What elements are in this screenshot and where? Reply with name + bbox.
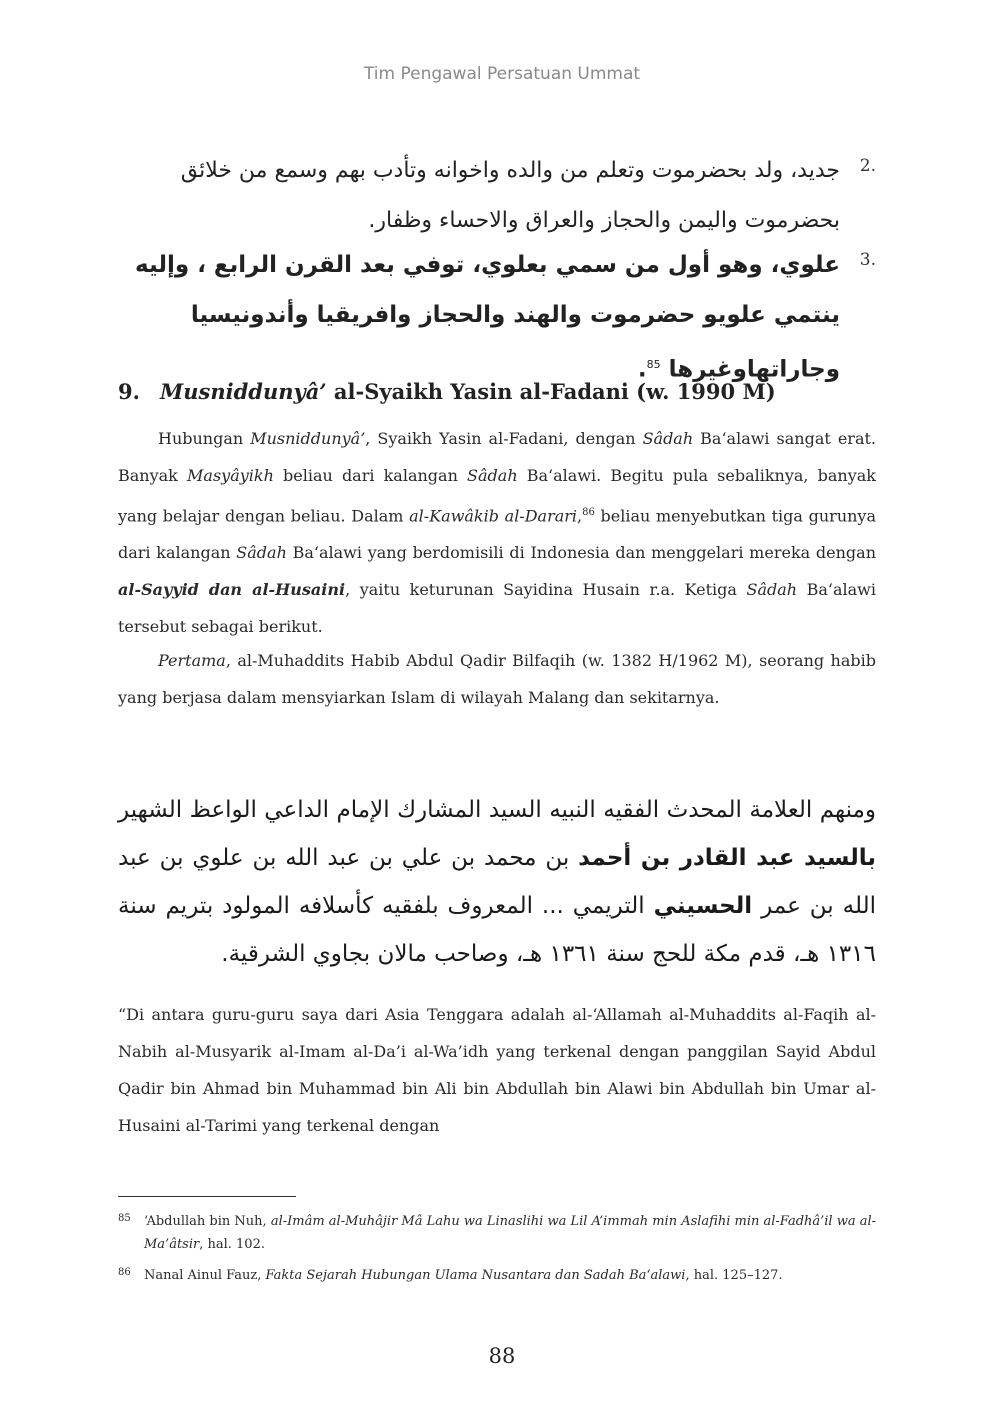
- arabic-bold-name: بالسيد عبد القادر بن أحمد: [578, 845, 877, 871]
- text: , hal. 102.: [199, 1237, 265, 1252]
- section-number: 9.: [118, 379, 140, 404]
- arabic-bold-name: الحسيني: [653, 893, 753, 919]
- section-title-rest: al-Syaikh Yasin al-Fadani (w. 1990 M): [326, 379, 776, 404]
- footnote-85: [118, 1210, 878, 1256]
- section-heading: [118, 373, 878, 411]
- italic-book-title: al-Kawâkib al-Darari: [409, 506, 578, 526]
- footnote-text: [144, 1210, 878, 1256]
- arabic-list-text: جديد، ولد بحضرموت وتعلم من والده واخوانه وتأدب بهم وسمع من خلائق بحضرموت واليمن والحجاز والعراق والاحساء وظفار.: [180, 158, 840, 233]
- italic-term: Musniddunyâ’: [250, 429, 366, 448]
- arabic-text: ومنهم العلامة المحدث الفقيه النبيه السيد المشارك الإمام الداعي الواعظ الشهير: [118, 797, 876, 823]
- section-title-italic: Musniddunyâ’: [160, 379, 327, 404]
- text: beliau menyebutkan tiga gurunya dari kalangan: [118, 506, 877, 563]
- arabic-quote: [118, 786, 876, 978]
- italic-term: Sâdah: [746, 580, 798, 600]
- italic-term: Sâdah: [642, 429, 694, 448]
- bold-italic-title: al-Sayyid dan al-Husaini: [118, 580, 346, 600]
- arabic-list-end: .: [637, 356, 647, 383]
- text: Hubungan: [158, 429, 251, 448]
- italic-term: Pertama: [158, 651, 226, 670]
- arabic-list-item: [118, 240, 876, 395]
- running-head: Tim Pengawal Persatuan Ummat: [363, 64, 641, 84]
- text: , Syaikh Yasin al-Fadani, dengan: [365, 429, 643, 448]
- italic-term: Sâdah: [236, 543, 287, 563]
- paragraph-first-teacher: [118, 642, 876, 716]
- arabic-list-text: [118, 240, 840, 395]
- text: Ba‘alawi. Begitu pula sebaliknya, banyak yang belajar dengan beliau. Dalam: [118, 466, 876, 526]
- footnote-86: [118, 1264, 878, 1287]
- italic-term: Masyâyikh: [187, 466, 274, 485]
- italic-book-title: al-Imâm al-Muhâjir Mâ Lahu wa Linaslihi wa Lil A’immah min Aslafihi min al-Fadhâ’il wa al-Ma’âtsir: [144, 1214, 877, 1252]
- text: , yaitu keturunan Sayidina Husain r.a. Ketiga: [345, 580, 747, 600]
- paragraph-relationship: [118, 420, 876, 645]
- text: Nanal Ainul Fauz,: [144, 1268, 266, 1283]
- arabic-text: بن محمد بن علي بن عبد الله بن علوي بن عبد الله بن عمر: [118, 845, 876, 919]
- text: Ba‘alawi tersebut sebagai berikut.: [118, 580, 876, 637]
- text: beliau dari kalangan: [273, 466, 468, 485]
- list-number: 2.: [859, 156, 876, 176]
- arabic-list-text-body: علوي، وهو أول من سمي بعلوي، توفي بعد القرن الرابع ، وإليه ينتمي علويو حضرموت والهند والحجاز وافريقيا وأندونيسيا وجاراتهاوغيرها: [135, 252, 840, 383]
- footnote-number: 86: [118, 1267, 131, 1278]
- text: ,: [577, 506, 583, 526]
- paragraph-translation: “Di antara guru-guru saya dari Asia Tenggara adalah al-‘Allamah al-Muhaddits al-Faqih al-Nabih al-Musyarik al-Imam al-Da’i al-Wa’idh yang terkenal dengan panggilan Sayid Abdul Qadir bin Ahmad bin Muhammad bin Ali bin Abdullah bin Alawi bin Abdullah bin Umar al-Husaini al-Tarimi yang terkenal dengan: [118, 1005, 876, 1135]
- page-number: 88: [488, 1344, 516, 1368]
- footnote-ref-85[interactable]: 85: [646, 358, 661, 371]
- footnote-number: 85: [118, 1213, 131, 1224]
- text: Ba‘alawi sangat erat. Banyak: [118, 429, 877, 485]
- footnote-divider: [118, 1196, 296, 1197]
- text: Ba‘alawi yang berdomisili di Indonesia dan menggelari mereka dengan: [286, 543, 877, 563]
- text: ‘Abdullah bin Nuh,: [144, 1214, 271, 1229]
- list-number: 3.: [859, 250, 876, 270]
- text: , hal. 125–127.: [685, 1268, 783, 1283]
- text: , al-Muhaddits Habib Abdul Qadir Bilfaqih (w. 1382 H/1962 M), seorang habib yang berjasa dalam mensyiarkan Islam di wilayah Malang dan sekitarnya.: [118, 651, 876, 707]
- footnote-ref-86[interactable]: 86: [582, 507, 595, 518]
- italic-term: Sâdah: [467, 466, 518, 485]
- arabic-list-item: [118, 146, 876, 246]
- italic-book-title: Fakta Sejarah Hubungan Ulama Nusantara dan Sadah Ba‘alawi: [265, 1268, 686, 1283]
- arabic-text: التريمي ... المعروف بلفقيه كأسلافه المولود بتريم سنة ١٣١٦ هـ، قدم مكة للحج سنة ١٣٦١ هـ، وصاحب مالان بجاوي الشرقية.: [118, 893, 876, 967]
- footnote-text: [144, 1264, 878, 1287]
